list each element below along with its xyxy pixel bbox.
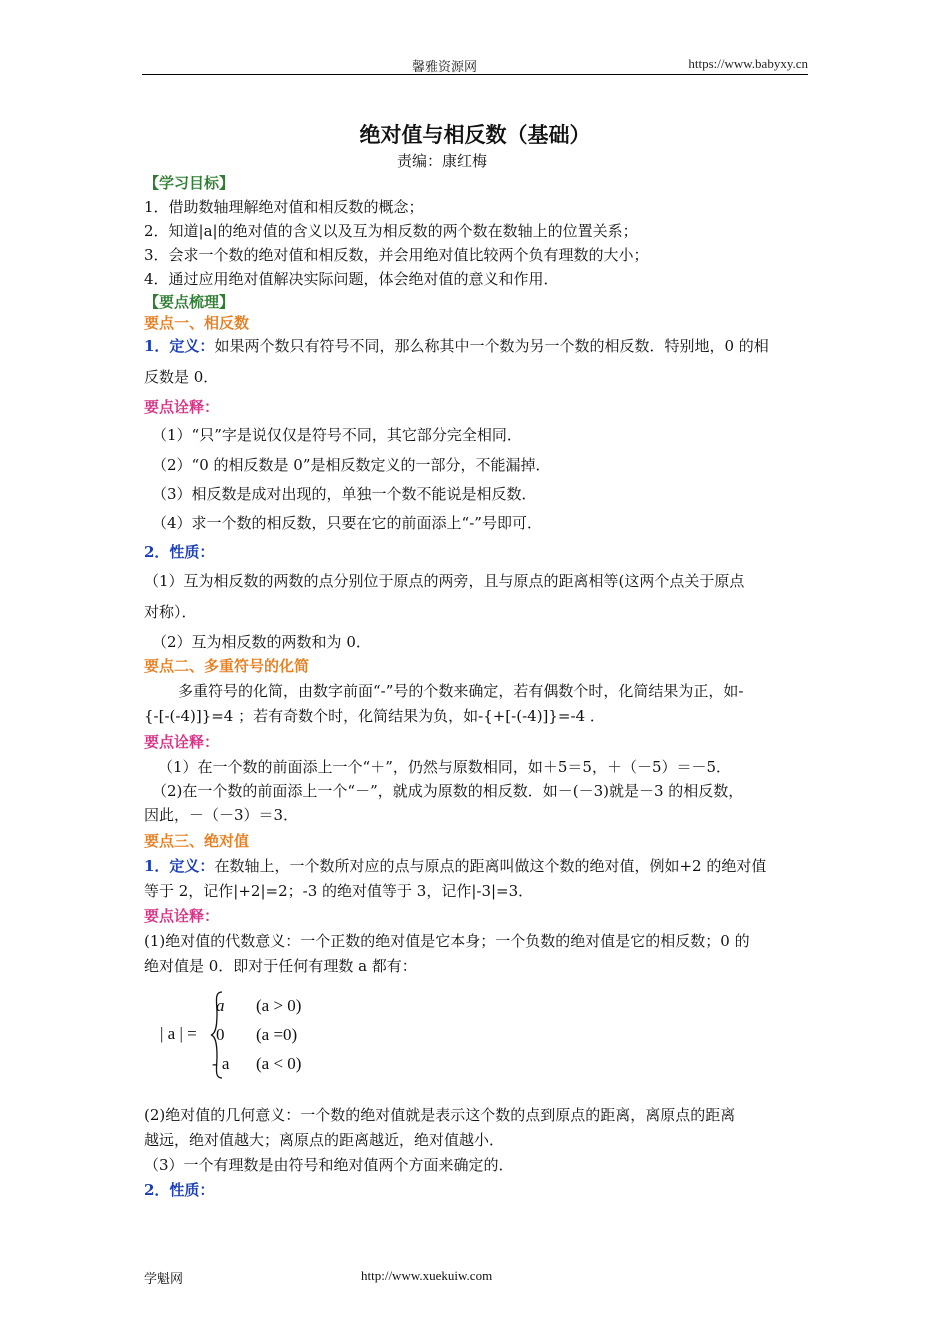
point-1-property-1: （1）互为相反数的两数的点分别位于原点的两旁，且与原点的距离相等(这两个点关于原点 [144,572,745,590]
header-site-name: 馨雅资源网 [412,60,478,75]
point-2-note-2: （2)在一个数的前面添上一个“－”，就成为原数的相反数．如－(－3)就是－3 的相反数， [152,782,744,800]
editor-line: 责编：康红梅 [397,152,488,170]
header-url[interactable]: https://www.babyxy.cn [688,56,808,71]
point-3-geometric-1: (2)绝对值的几何意义：一个数的绝对值就是表示这个数的点到原点的距离，离原点的距离 [144,1106,736,1124]
point-3-geometric-2: 越远，绝对值越大；离原点的距离越近，绝对值越小． [144,1131,505,1149]
point-3-definition [144,855,766,877]
point-3-heading: 要点三、绝对值 [144,832,250,850]
section-heading-goals: 【学习目标】 [144,174,235,192]
definition-label: 1．定义： [144,337,215,355]
formula-lhs: | a | = [160,1024,197,1043]
point-2-note-label: 要点诠释： [144,733,220,751]
point-2-heading: 要点二、多重符号的化简 [144,657,310,675]
point-1-definition [144,335,769,357]
point-2-note-1: （1）在一个数的前面添上一个“＋”，仍然与原数相同，如＋5＝5，＋（－5）＝－5． [158,758,732,776]
point-1-note-label: 要点诠释： [144,398,220,416]
definition-text: 在数轴上，一个数所对应的点与原点的距离叫做这个数的绝对值，例如+2 的绝对值 [214,857,767,875]
case-2-value: 0 [216,1025,225,1044]
case-2-condition: (a =0) [256,1025,298,1044]
point-1-note-2: （2）“0 的相反数是 0”是相反数定义的一部分，不能漏掉． [152,456,551,474]
header-rule [142,74,808,75]
document-title: 绝对值与相反数（基础） [359,122,591,147]
point-1-heading: 要点一、相反数 [144,314,250,332]
goal-item-1: 1．借助数轴理解绝对值和相反数的概念； [144,198,424,216]
point-1-note-4: （4）求一个数的相反数，只要在它的前面添上“-”号即可． [152,514,542,532]
point-1-property-2: （2）互为相反数的两数和为 0． [152,633,371,651]
point-1-definition-cont: 反数是 0． [144,368,219,386]
case-1-value: a [216,996,225,1015]
absolute-value-formula [160,990,360,1080]
footer-url[interactable]: http://www.xuekuiw.com [361,1268,493,1283]
point-1-note-1: （1）“只”字是说仅仅是符号不同，其它部分完全相同． [152,426,522,444]
point-3-property-label: 2．性质： [144,1181,215,1199]
point-2-text-1: 多重符号的化简，由数字前面“-”号的个数来确定，若有偶数个时，化简结果为正，如- [178,682,744,700]
footer-site-name: 学魁网 [144,1272,184,1287]
point-3-note-label: 要点诠释： [144,907,220,925]
point-1-note-3: （3）相反数是成对出现的，单独一个数不能说是相反数． [152,485,537,503]
goal-item-4: 4．通过应用绝对值解决实际问题，体会绝对值的意义和作用． [144,270,559,288]
case-3-condition: (a < 0) [256,1054,302,1073]
point-1-property-label: 2．性质： [144,543,215,561]
point-3-note-3: （3）一个有理数是由符号和绝对值两个方面来确定的． [144,1156,514,1174]
point-1-property-1-cont: 对称）． [144,603,197,621]
case-1-condition: (a > 0) [256,996,302,1015]
point-3-algebraic-2: 绝对值是 0．即对于任何有理数 a 都有： [144,957,417,975]
point-2-text-2: {-[-(-4)]}=4 ；若有奇数个时，化简结果为负，如-{+[-(-4)]}=-4 ． [144,707,605,725]
section-heading-points: 【要点梳理】 [144,293,235,311]
case-3-value: - a [212,1054,230,1073]
goal-item-3: 3．会求一个数的绝对值和相反数，并会用绝对值比较两个负有理数的大小； [144,246,649,264]
point-3-definition-cont: 等于 2，记作|+2|=2；-3 的绝对值等于 3，记作|-3|=3． [144,882,534,900]
goal-item-2: 2．知道|a|的绝对值的含义以及互为相反数的两个数在数轴上的位置关系； [144,222,638,240]
definition-label: 1．定义： [144,857,215,875]
definition-text: 如果两个数只有符号不同，那么称其中一个数为另一个数的相反数．特别地，0 的相 [214,337,769,355]
point-2-note-2-cont: 因此，－（－3）＝3． [144,806,299,824]
point-3-algebraic-1: (1)绝对值的代数意义：一个正数的绝对值是它本身；一个负数的绝对值是它的相反数；0 的 [144,932,750,950]
